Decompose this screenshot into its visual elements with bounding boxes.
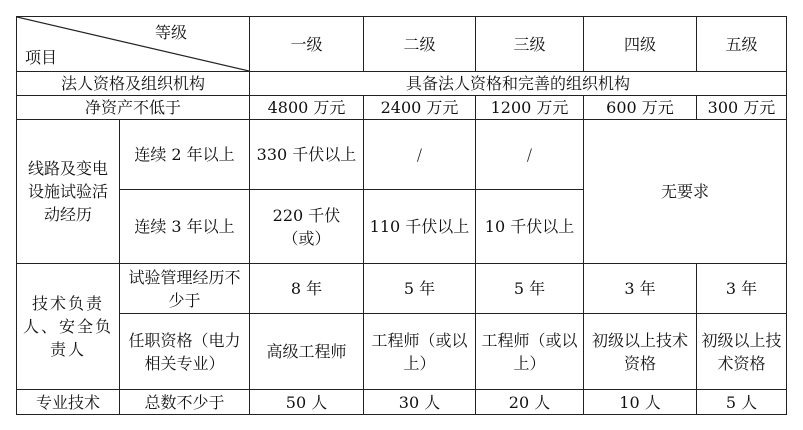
qualification-level-2: 工程师（或以上）: [364, 314, 476, 390]
staff-level-3: 20 人: [476, 390, 584, 415]
two-year-level-3: /: [476, 120, 584, 190]
mgmt-level-3: 5 年: [476, 264, 584, 314]
staff-row: [17, 390, 787, 415]
staff-level-2: 30 人: [364, 390, 476, 415]
mgmt-experience-row: [17, 264, 787, 314]
three-year-label: 连续 3 年以上: [120, 190, 250, 264]
staff-level-1: 50 人: [250, 390, 364, 415]
mgmt-label: 试验管理经历不少于: [120, 264, 250, 314]
level-2-header: 二级: [364, 17, 476, 72]
staff-level-5: 5 人: [697, 390, 787, 415]
level-1-header: 一级: [250, 17, 364, 72]
net-assets-row: [17, 96, 787, 120]
three-year-level-2: 110 千伏以上: [364, 190, 476, 264]
net-assets-level-2: 2400 万元: [364, 96, 476, 120]
qualification-level-4: 初级以上技术资格: [584, 314, 697, 390]
qualification-level-3: 工程师（或以上）: [476, 314, 584, 390]
three-year-level-1: 220 千伏（或）: [250, 190, 364, 264]
net-assets-label: 净资产不低于: [17, 96, 250, 120]
net-assets-level-4: 600 万元: [584, 96, 697, 120]
level-5-header: 五级: [697, 17, 787, 72]
qualification-level-1: 高级工程师: [250, 314, 364, 390]
header-row: [17, 17, 787, 72]
three-year-level-3: 10 千伏以上: [476, 190, 584, 264]
leaders-group-label: 技术负责人、安全负责人: [17, 264, 120, 390]
corner-level-label: 等级: [154, 23, 187, 42]
two-year-level-2: /: [364, 120, 476, 190]
legal-row: [17, 72, 787, 96]
level-4-header: 四级: [584, 17, 697, 72]
net-assets-level-5: 300 万元: [697, 96, 787, 120]
qualification-table-sheet: [16, 16, 786, 414]
qualification-label: 任职资格（电力相关专业）: [120, 314, 250, 390]
experience-level-45: 无要求: [584, 120, 787, 264]
legal-label: 法人资格及组织机构: [17, 72, 250, 96]
mgmt-level-1: 8 年: [250, 264, 364, 314]
legal-value: 具备法人资格和完善的组织机构: [250, 72, 787, 96]
staff-label: 总数不少于: [120, 390, 250, 415]
experience-group-label: 线路及变电设施试验活动经历: [17, 120, 120, 264]
header-corner-cell: [17, 17, 250, 72]
qualification-row: [17, 314, 787, 390]
net-assets-level-1: 4800 万元: [250, 96, 364, 120]
two-year-level-1: 330 千伏以上: [250, 120, 364, 190]
staff-group-label: 专业技术: [17, 390, 120, 415]
level-3-header: 三级: [476, 17, 584, 72]
net-assets-level-3: 1200 万元: [476, 96, 584, 120]
staff-level-4: 10 人: [584, 390, 697, 415]
qualification-level-5: 初级以上技术资格: [697, 314, 787, 390]
corner-item-label: 项目: [25, 48, 58, 67]
experience-two-year-row: [17, 120, 787, 190]
mgmt-level-5: 3 年: [697, 264, 787, 314]
qualification-table: [16, 16, 787, 415]
mgmt-level-2: 5 年: [364, 264, 476, 314]
mgmt-level-4: 3 年: [584, 264, 697, 314]
two-year-label: 连续 2 年以上: [120, 120, 250, 190]
